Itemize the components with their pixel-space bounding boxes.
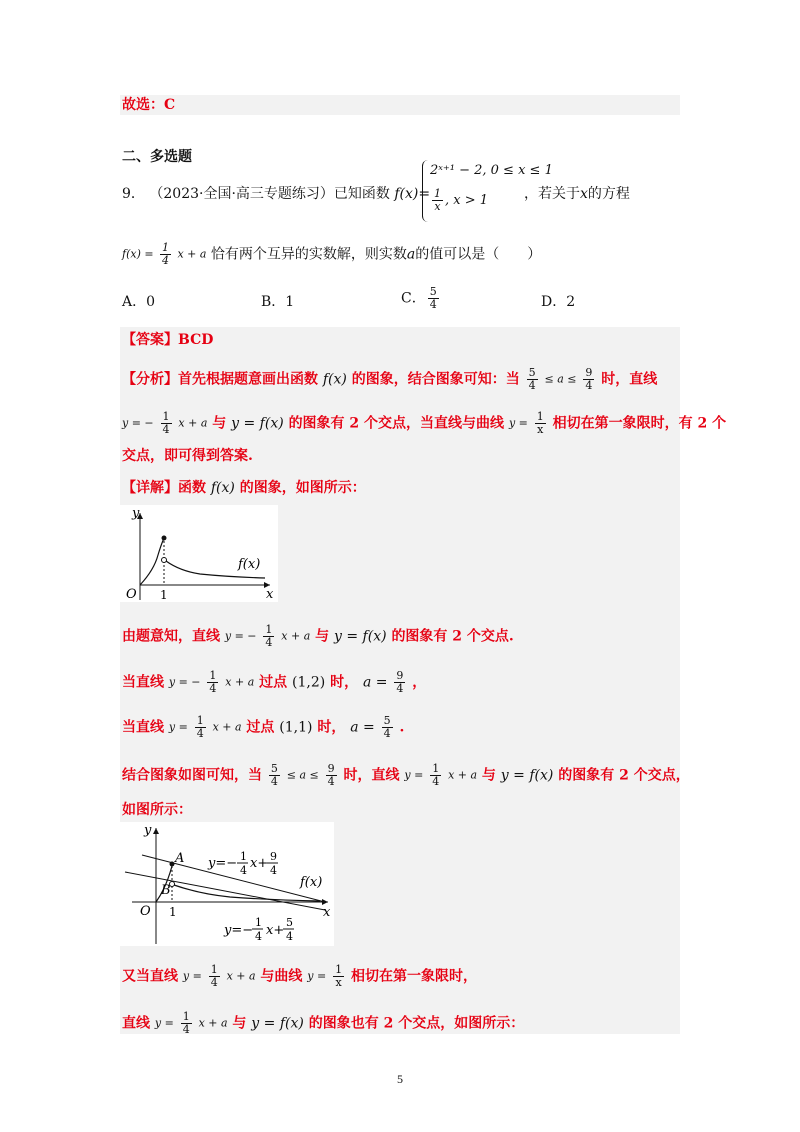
line-1: 由题意知，直线 y = − $\frac{1}{4}$ x + a 与 y = f(x) 的图象有 2 个交点.	[122, 623, 514, 649]
graph-1-svg	[120, 505, 278, 602]
point-a-label: A	[175, 851, 185, 866]
svg-text:1: 1	[255, 916, 262, 929]
y-axis-arrow	[153, 828, 159, 834]
graph-2-svg	[120, 822, 334, 946]
open-point	[162, 558, 167, 563]
graph-2	[120, 822, 334, 946]
point-a-dot	[170, 862, 175, 867]
svg-text:5: 5	[286, 916, 293, 929]
line1-label	[207, 850, 278, 877]
piece-2: $\frac{1}{x}$ , x > 1	[434, 187, 489, 213]
page-number: 5	[397, 1072, 403, 1086]
analysis-line-3: 交点，即可得到答案.	[122, 448, 253, 464]
x-label: x	[323, 905, 331, 920]
section-title: 二、多选题	[122, 149, 192, 165]
reciprocal-curve	[174, 885, 320, 901]
tick-1: 1	[160, 588, 168, 602]
svg-text:y=−: y=−	[208, 856, 238, 871]
line-2: 当直线 y = − $\frac{1}{4}$ x + a 过点 (1,2) 时， a = $\frac{9}{4}$ ，	[122, 669, 427, 695]
svg-text:x+: x+	[266, 923, 285, 938]
line-5: 如图所示：	[122, 802, 192, 818]
func-lhs: f(x)=	[394, 186, 431, 202]
svg-text:x+: x+	[250, 856, 269, 871]
origin-label: O	[140, 904, 151, 919]
analysis-line-2: y = − $\frac{1}{4}$ x + a 与 y = f(x) 的图象有 2 个交点，当直线与曲线 y = $\frac{1}{x}$ 相切在第一象限时，有 2 个	[122, 410, 727, 436]
line2-label	[223, 916, 294, 943]
question-line-2: f(x) = $\frac{1}{4}$ x + a 恰有两个互异的实数解，则实数a的值可以是（ ）	[122, 241, 542, 267]
line-6: 又当直线 y = $\frac{1}{4}$ x + a 与曲线 y = $\frac{1}{x}$ 相切在第一象限时，	[122, 963, 477, 989]
option-a[interactable]: A．0	[122, 294, 156, 310]
option-d[interactable]: D．2	[541, 294, 576, 310]
answer-line: 故选：C	[122, 97, 176, 113]
line-7: 直线 y = $\frac{1}{4}$ x + a 与 y = f(x) 的图象也有 2 个交点，如图所示：	[122, 1010, 525, 1036]
y-label: y	[132, 506, 140, 521]
line-4: 结合图象如图可知，当 $\frac{5}{4}$ ≤ a ≤ $\frac{9}{4}$ 时，直线 y = $\frac{1}{4}$ x + a 与 y = f(x) 的图象有 2 个交点，	[122, 762, 690, 788]
origin-label: O	[126, 587, 137, 602]
option-b[interactable]: B．1	[261, 294, 295, 310]
svg-text:4: 4	[255, 930, 262, 943]
answer-tag: 【答案】BCD	[122, 332, 214, 348]
graph-1	[120, 505, 278, 602]
question-number: 9．	[122, 186, 145, 202]
question-line-1	[122, 184, 430, 204]
curve-label: f(x)	[238, 557, 261, 572]
line-3: 当直线 y = $\frac{1}{4}$ x + a 过点 (1,1) 时， a = $\frac{5}{4}$ .	[122, 714, 405, 740]
svg-text:4: 4	[270, 864, 277, 877]
curve-label: f(x)	[300, 875, 323, 890]
tick-1: 1	[169, 905, 177, 919]
piecewise-brace	[422, 160, 429, 222]
option-c[interactable]: C． $\frac{5}{4}$	[401, 285, 437, 311]
svg-text:1: 1	[240, 850, 247, 863]
svg-text:4: 4	[240, 864, 247, 877]
question-source: （2023·全国·高三专题练习）已知函数	[149, 186, 390, 202]
detail-line: 【详解】函数 f(x) 的图象，如图所示：	[122, 480, 366, 496]
analysis-line-1: 【分析】首先根据题意画出函数 f(x) 的图象，结合图象可知：当 $\frac{5}{4}$ ≤ a ≤ $\frac{9}{4}$ 时，直线	[122, 366, 658, 392]
svg-text:y=−: y=−	[224, 923, 254, 938]
line-lower	[125, 872, 325, 910]
svg-text:4: 4	[286, 930, 293, 943]
piece-1: 2ˣ⁺¹ − 2, 0 ≤ x ≤ 1	[430, 163, 553, 178]
question-line-1-end: ，若关于x的方程	[524, 186, 630, 202]
y-label: y	[144, 823, 152, 838]
point-b-label: B	[161, 883, 171, 898]
svg-text:9: 9	[270, 850, 277, 863]
exp-curve	[140, 538, 164, 585]
x-label: x	[266, 587, 274, 602]
closed-point	[162, 536, 167, 541]
answer-band	[120, 95, 680, 115]
